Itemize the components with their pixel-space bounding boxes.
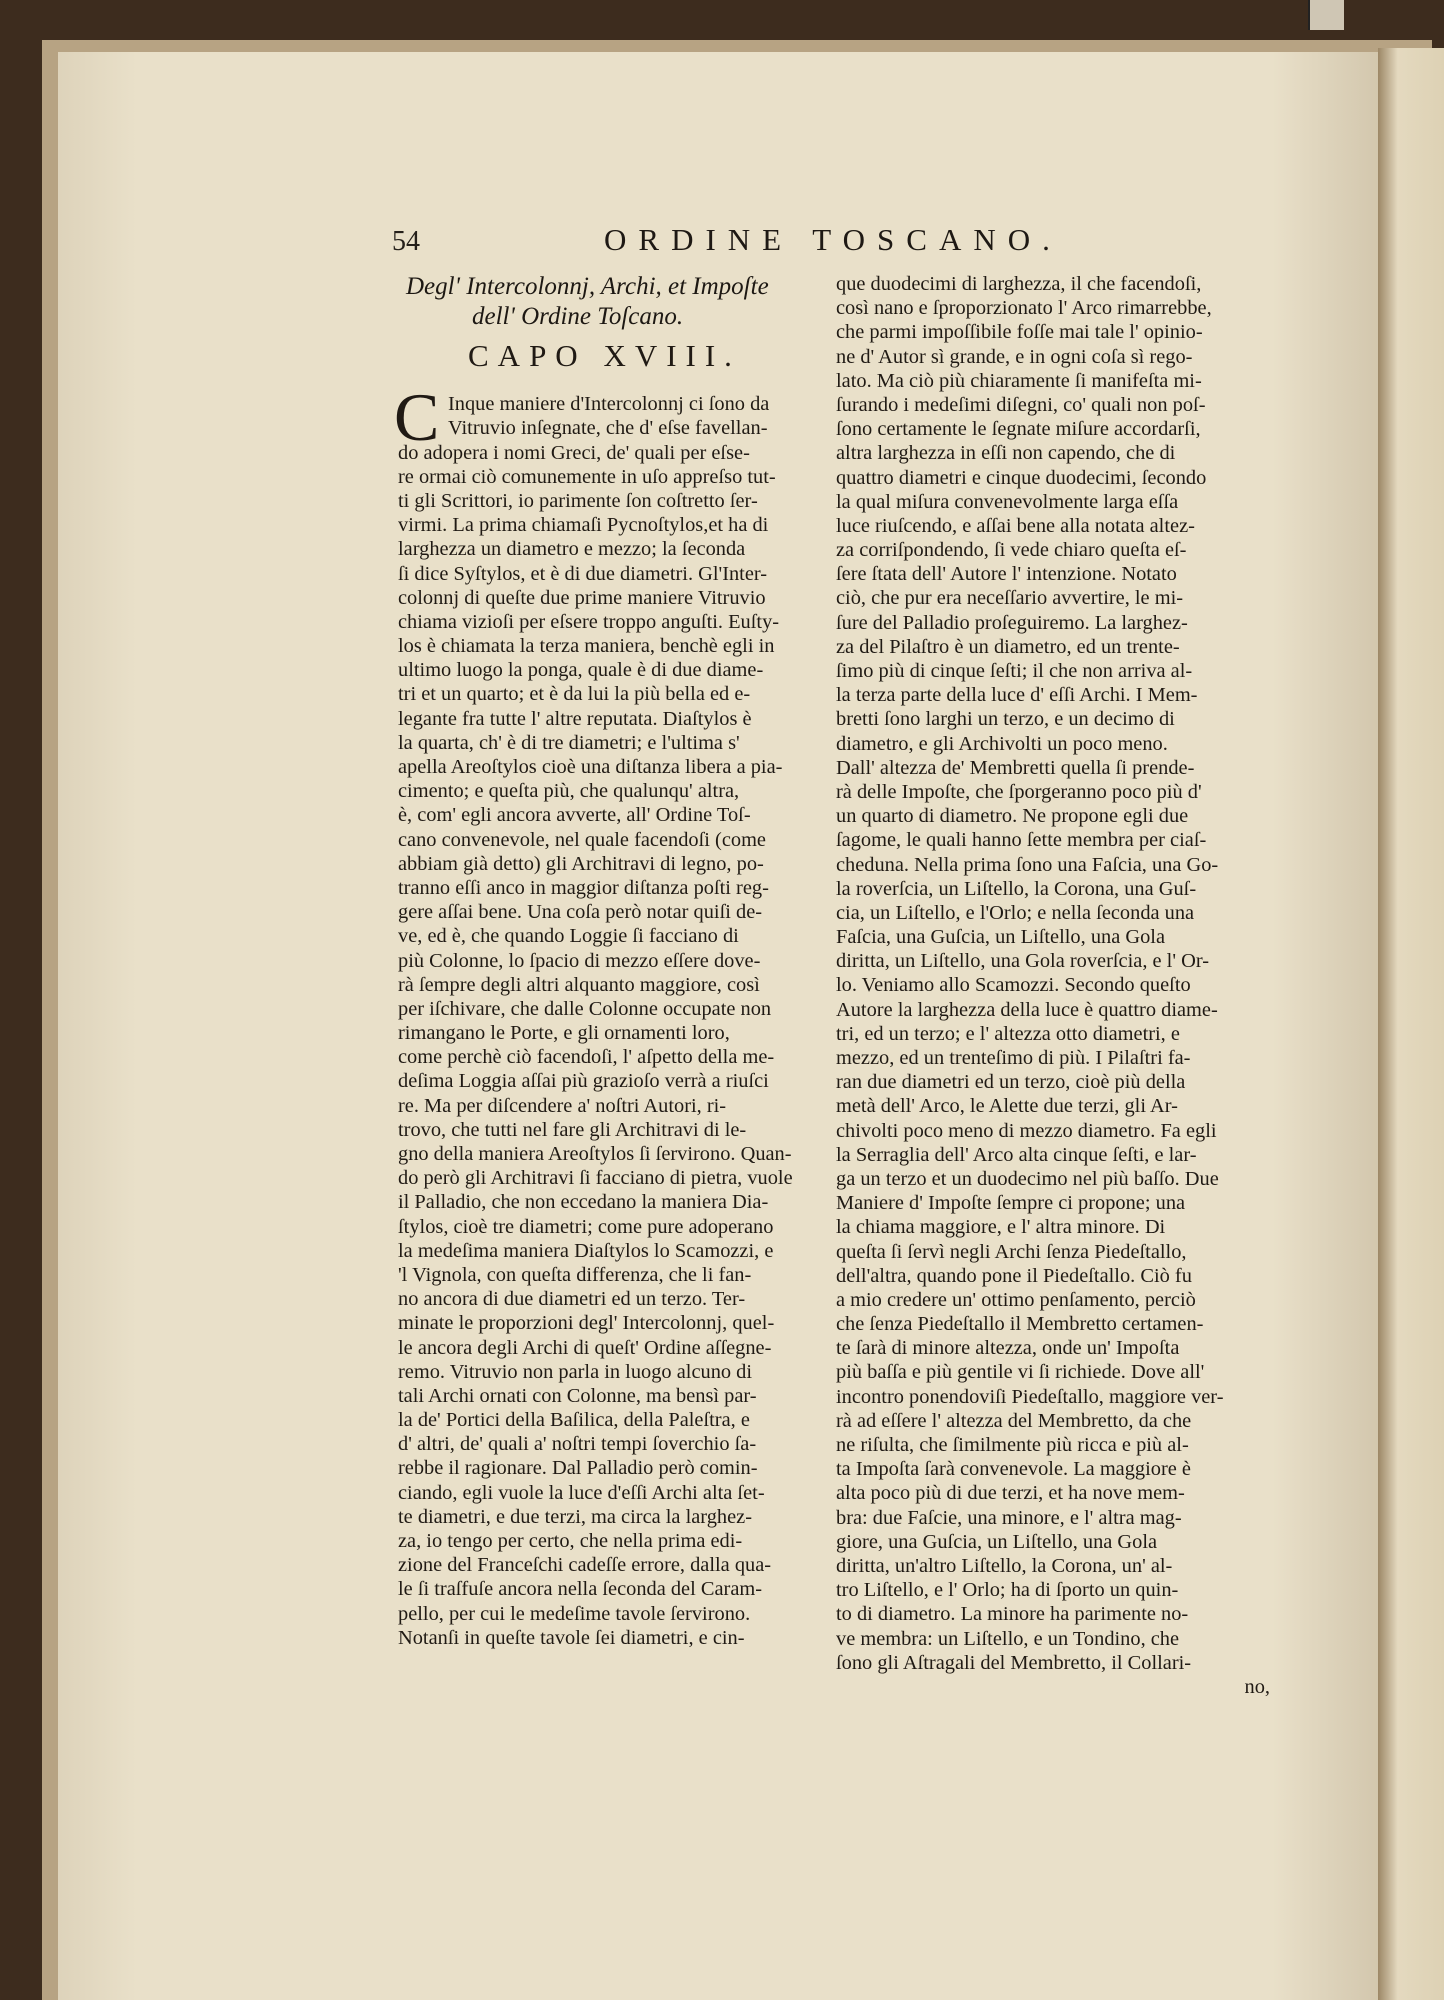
text-line: re. Ma per diſcendere a' noſtri Autori, ri-	[398, 1094, 727, 1117]
text-line: Vitruvio inſegnate, che d' eſse favellan-	[448, 417, 768, 440]
text-line: za del Pilaſtro è un diametro, ed un trente-	[836, 635, 1180, 658]
text-line: Notanſi in queſte tavole ſei diametri, e cin-	[398, 1626, 745, 1649]
text-line: rà delle Impoſte, che ſporgeranno poco più d'	[836, 780, 1202, 803]
text-line: abbiam già detto) gli Architravi di legno, po-	[398, 852, 764, 875]
text-line: che ſenza Piedeſtallo il Membretto certamen-	[836, 1313, 1204, 1336]
text-line: rimangano le Porte, e gli ornamenti loro,	[398, 1022, 730, 1045]
text-line: bra: due Faſcie, una minore, e l' altra mag-	[836, 1506, 1182, 1529]
text-line: chiama vizioſi per eſsere troppo anguſti. Euſty-	[398, 610, 780, 633]
text-line: cheduna. Nella prima ſono una Faſcia, una Go-	[836, 853, 1219, 876]
text-line: diritta, un'altro Liſtello, la Corona, un' al-	[836, 1554, 1173, 1577]
text-line: diametro, e gli Archivolti un poco meno.	[836, 732, 1168, 755]
text-line: za corriſpondendo, ſi vede chiaro queſta eſ-	[836, 539, 1187, 562]
text-line: ciò, che pur era neceſſario avvertire, le mi-	[836, 587, 1184, 610]
text-line: to di diametro. La minore ha parimente no-	[836, 1603, 1189, 1626]
text-line: ga un terzo et un duodecimo nel più baſſo. Due	[836, 1167, 1219, 1190]
page-header	[392, 222, 1252, 258]
text-line: il Palladio, che non eccedano la maniera Dia-	[398, 1191, 769, 1214]
text-line: trovo, che tutti nel fare gli Architravi di le-	[398, 1118, 747, 1141]
text-line: rà ad eſſere l' altezza del Membretto, da che	[836, 1409, 1192, 1432]
right-column-text	[836, 272, 1276, 1675]
text-line: la terza parte della luce d' eſſi Archi. I Mem-	[836, 684, 1198, 707]
text-line: la qual miſura convenevolmente larga eſſa	[836, 490, 1179, 513]
text-line: pello, per cui le medeſime tavole ſervirono.	[398, 1602, 751, 1625]
text-line: deſima Loggia aſſai più grazioſo verrà a riuſci	[398, 1070, 769, 1093]
text-line: tri et un quarto; et è da lui la più bella ed e-	[398, 683, 751, 706]
text-line: legante fra tutte l' altre reputata. Diaſtylos è	[398, 707, 752, 730]
text-line: che parmi impoſſibile foſſe mai tale l' opinio-	[836, 321, 1203, 344]
text-line: gno della maniera Areoſtylos ſi ſervirono. Quan-	[398, 1143, 792, 1166]
text-line: virmi. La prima chiamaſi Pycnoſtylos,et ha di	[398, 514, 769, 537]
text-line: più baſſa e più gentile vi ſi richiede. Dove all'	[836, 1361, 1205, 1384]
text-line: come perchè ciò facendoſi, l' aſpetto della me-	[398, 1046, 775, 1069]
next-page-edge	[1378, 48, 1444, 2000]
text-line: lo. Veniamo allo Scamozzi. Secondo queſto	[836, 974, 1191, 997]
text-line: Faſcia, una Guſcia, un Liſtello, una Gola	[836, 926, 1165, 949]
text-line: incontro ponendoviſi Piedeſtallo, maggiore ver-	[836, 1385, 1224, 1408]
text-line: è, com' egli ancora avverte, all' Ordine Toſ-	[398, 804, 751, 827]
text-line: a mio credere un' ottimo penſamento, perciò	[836, 1288, 1196, 1311]
text-line: re ormai ciò comunemente in uſo appreſso tut-	[398, 465, 776, 488]
chapter-title-line-1: Degl' Intercolonnj, Archi, et Impoſte	[406, 273, 769, 300]
text-line: ti gli Scrittori, io parimente ſon coſtretto ſer-	[398, 489, 758, 512]
text-line: ne d' Autor sì grande, e in ogni coſa sì rego-	[836, 345, 1193, 368]
text-line: que duodecimi di larghezza, il che facendoſi,	[836, 273, 1202, 295]
text-line: ve, ed è, che quando Loggie ſi facciano di	[398, 925, 739, 948]
text-line: rà ſempre degli altri alquanto maggiore, così	[398, 973, 760, 996]
text-line: dell'altra, quando pone il Piedeſtallo. Ciò fu	[836, 1264, 1192, 1287]
text-line: più Colonne, lo ſpacio di mezzo eſſere dove-	[398, 949, 761, 972]
text-line: te diametri, e due terzi, ma circa la larghez-	[398, 1505, 752, 1528]
text-line: la chiama maggiore, e l' altra minore. Di	[836, 1216, 1166, 1239]
text-line: rebbe il ragionare. Dal Palladio però comin-	[398, 1457, 758, 1480]
text-line: minate le proporzioni degl' Intercolonnj, quel-	[398, 1312, 775, 1335]
text-line: quattro diametri e cinque duodecimi, ſecondo	[836, 466, 1207, 489]
text-line: ſure del Palladio proſeguiremo. La larghez-	[836, 611, 1188, 634]
text-line: ſtylos, cioè tre diametri; come pure adoperano	[398, 1215, 774, 1238]
text-line: ſimo più di cinque ſeſti; il che non arriva al-	[836, 660, 1193, 682]
text-line: queſta ſi ſervì negli Archi ſenza Piedeſtallo,	[836, 1240, 1187, 1263]
text-line: cia, un Liſtello, e l'Orlo; e nella ſeconda una	[836, 901, 1195, 924]
running-head: ORDINE TOSCANO.	[604, 222, 1062, 257]
text-line: colonnj di queſte due prime maniere Vitruvio	[398, 586, 766, 609]
text-line: un quarto di diametro. Ne propone egli due	[836, 805, 1189, 828]
text-line: no ancora di due diametri ed un terzo. Ter-	[398, 1288, 746, 1311]
text-line: metà dell' Arco, le Alette due terzi, gli Ar-	[836, 1095, 1178, 1118]
text-line: ciando, egli vuole la luce d'eſſi Archi alta ſet-	[398, 1481, 765, 1504]
text-line: le ancora degli Archi di queſt' Ordine aſſegne-	[398, 1336, 772, 1359]
text-line: altra larghezza in eſſi non capendo, che di	[836, 442, 1176, 465]
text-line: do adopera i nomi Greci, de' quali per eſse-	[398, 441, 750, 464]
text-line: do però gli Architravi ſi facciano di pietra, vuole	[398, 1167, 793, 1190]
text-line: cano convenevole, nel quale facendoſi (come	[398, 828, 766, 851]
right-column	[836, 272, 1276, 1699]
ruler-strip	[1308, 0, 1344, 30]
text-line: la de' Portici della Baſilica, della Paleſtra, e	[398, 1409, 750, 1432]
text-line: za, io tengo per certo, che nella prima edi-	[398, 1530, 743, 1553]
text-line: ne riſulta, che ſimilmente più ricca e più al-	[836, 1434, 1189, 1456]
chapter-title-line-2: dell' Ordine Toſcano.	[472, 303, 684, 330]
text-line: ſi dice Syſtylos, et è di due diametri. Gl'Inter-	[398, 562, 768, 585]
text-line: la roverſcia, un Liſtello, la Corona, una Guſ-	[836, 877, 1197, 900]
text-line: le ſi traſfuſe ancora nella ſeconda del Caram-	[398, 1578, 763, 1601]
text-line: ve membra: un Liſtello, e un Tondino, che	[836, 1627, 1180, 1650]
text-line: te ſarà di minore altezza, onde un' Impoſta	[836, 1337, 1180, 1360]
text-line: diritta, un Liſtello, una Gola roverſcia, e l' Or-	[836, 950, 1210, 973]
text-line: tro Liſtello, e l' Orlo; ha di ſporto un quin-	[836, 1579, 1179, 1602]
text-line: la Serraglia dell' Arco alta cinque ſeſti, e lar-	[836, 1143, 1197, 1166]
text-line: la quarta, ch' è di tre diametri; e l'ultima s'	[398, 731, 740, 754]
text-line: ultimo luogo la ponga, quale è di due diame-	[398, 659, 764, 682]
drop-cap: C	[394, 379, 440, 456]
text-line: remo. Vitruvio non parla in luogo alcuno di	[398, 1360, 753, 1383]
text-line: tali Archi ornati con Colonne, ma bensì par-	[398, 1384, 757, 1407]
text-line: alta poco più di due terzi, et ha nove mem-	[836, 1482, 1185, 1505]
text-line: apella Areoſtylos cioè una diſtanza libera a pia-	[398, 756, 783, 779]
text-line: tranno eſſi anco in maggior diſtanza poſti reg-	[398, 876, 769, 899]
text-line: ſagome, le quali hanno ſette membra per ciaſ-	[836, 829, 1207, 852]
page-number: 54	[392, 226, 420, 257]
text-line: la medeſima maniera Diaſtylos lo Scamozzi, e	[398, 1239, 774, 1262]
text-line: ta Impoſta ſarà convenevole. La maggiore è	[836, 1458, 1191, 1481]
text-line: lato. Ma ciò più chiaramente ſi manifeſta mi-	[836, 369, 1202, 392]
left-column	[394, 272, 828, 1650]
text-line: bretti ſono larghi un terzo, e un decimo di	[836, 708, 1175, 731]
chapter-number: CAPO XVIII.	[468, 338, 741, 373]
left-column-text	[394, 379, 828, 1650]
text-line: Dall' altezza de' Membretti quella ſi prende-	[836, 756, 1195, 779]
text-line: larghezza un diametro e mezzo; la ſeconda	[398, 538, 746, 561]
text-line: giore, una Guſcia, un Liſtello, una Gola	[836, 1530, 1158, 1553]
text-line: così nano e ſproporzionato l' Arco rimarrebbe,	[836, 297, 1212, 320]
catchword: no,	[1244, 1675, 1270, 1698]
text-line: ran due diametri ed un terzo, cioè più della	[836, 1071, 1186, 1094]
text-line: ſono certamente le ſegnate miſure accordarſi,	[836, 418, 1201, 441]
text-line: mezzo, ed un trenteſimo di più. I Pilaſtri fa-	[836, 1047, 1191, 1069]
text-line: cimento; e queſta più, che qualunqu' altra,	[398, 780, 740, 803]
text-line: d' altri, de' quali a' noſtri tempi ſoverchio ſa-	[398, 1433, 757, 1456]
text-line: zione del Franceſchi cadeſſe errore, dalla qua-	[398, 1554, 772, 1577]
text-line: luce riuſcendo, e aſſai bene alla notata altez-	[836, 514, 1195, 537]
text-line: Inque maniere d'Intercolonnj ci ſono da	[448, 393, 770, 416]
text-line: per iſchivare, che dalle Colonne occupate non	[398, 997, 772, 1020]
text-line: tri, ed un terzo; e l' altezza otto diametri, e	[836, 1022, 1180, 1045]
text-line: Maniere d' Impoſte ſempre ci propone; una	[836, 1192, 1186, 1215]
text-line: ſono gli Aſtragali del Membretto, il Collari-	[836, 1651, 1192, 1674]
text-line: gere aſſai bene. Una coſa però notar quiſi de-	[398, 901, 763, 924]
text-line: ſere ſtata dell' Autore l' intenzione. Notato	[836, 563, 1177, 586]
text-line: ſurando i medeſimi diſegni, co' quali non poſ-	[836, 393, 1206, 416]
text-line: 'l Vignola, con queſta differenza, che li fan-	[398, 1263, 752, 1286]
text-line: Autore la larghezza della luce è quattro diame-	[836, 998, 1218, 1021]
text-line: chivolti poco meno di mezzo diametro. Fa egli	[836, 1119, 1217, 1142]
text-line: los è chiamata la terza maniera, benchè egli in	[398, 635, 775, 658]
